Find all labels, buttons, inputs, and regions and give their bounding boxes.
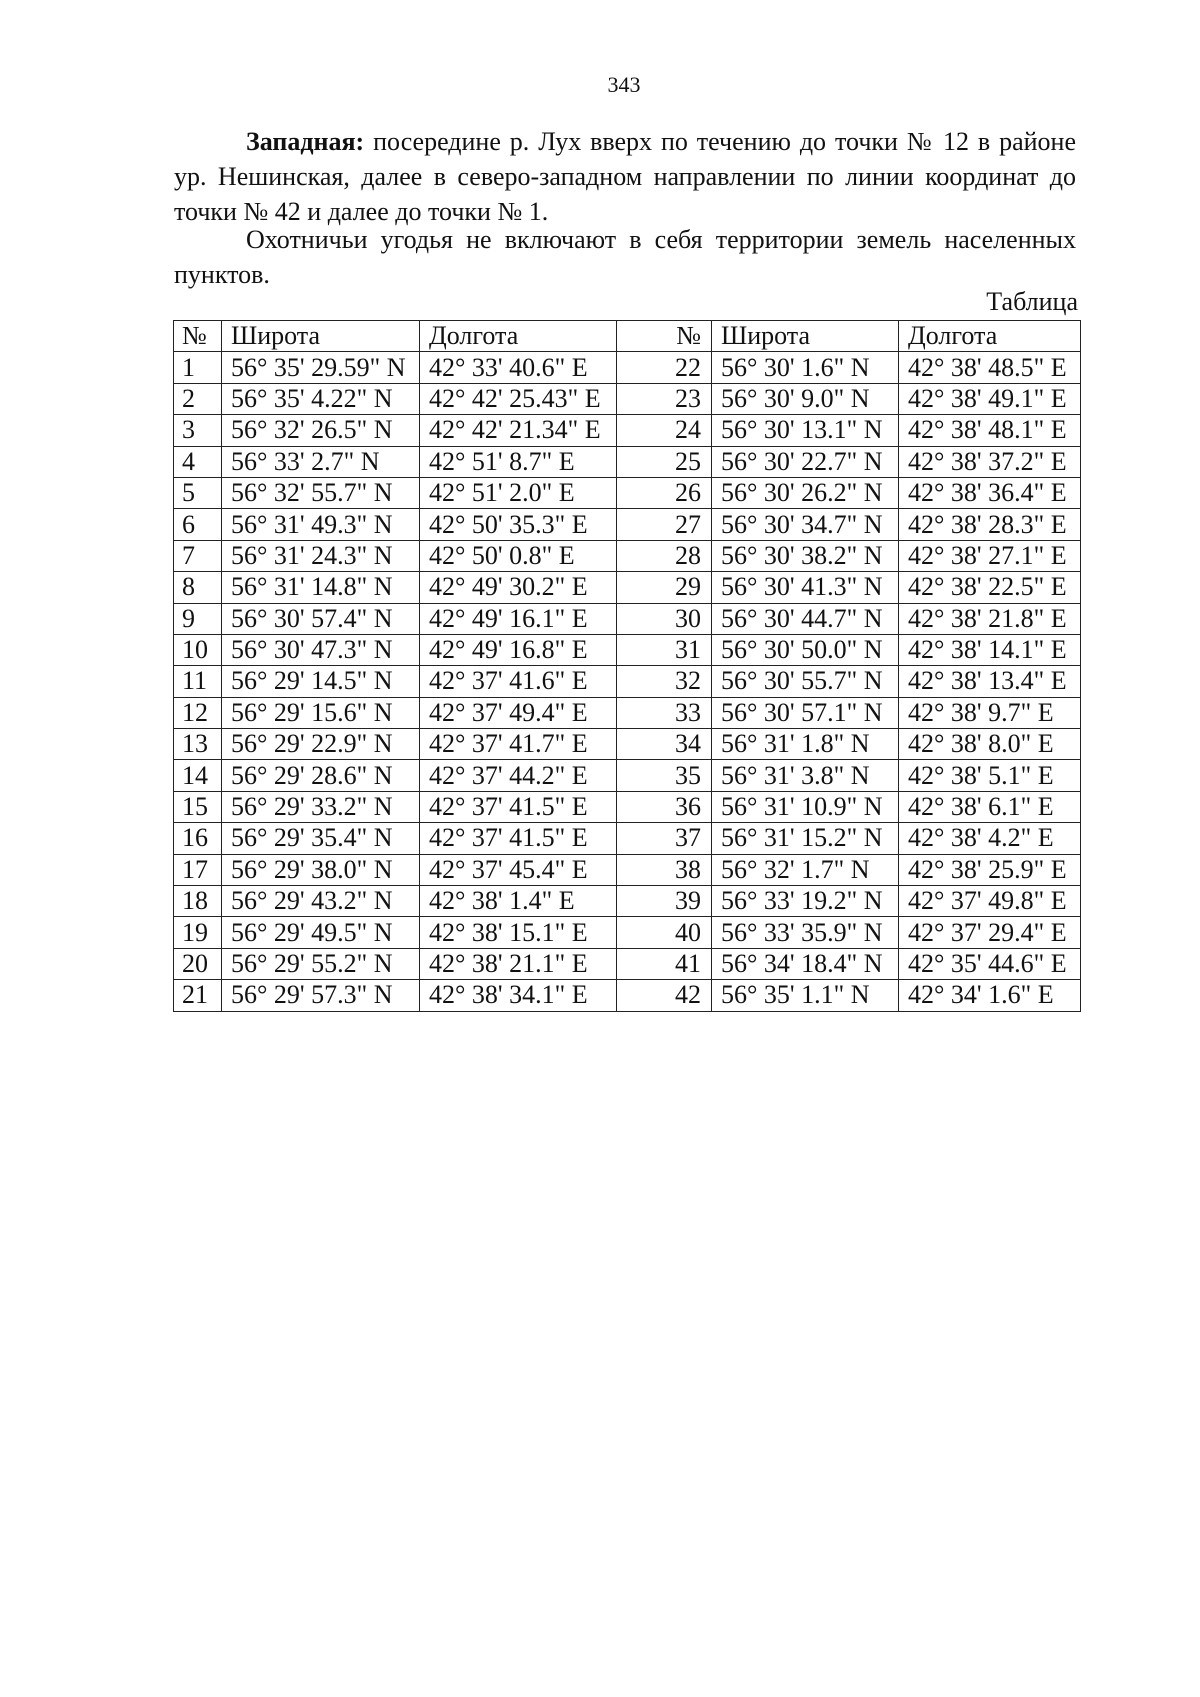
table-row [174, 634, 1081, 665]
cell-latitude: 56° 31' 24.3" N [222, 540, 420, 571]
cell-latitude: 56° 33' 2.7" N [222, 446, 420, 477]
cell-longitude-2: 42° 38' 27.1" E [899, 540, 1081, 571]
cell-number: 13 [174, 729, 222, 760]
cell-latitude: 56° 29' 38.0" N [222, 854, 420, 885]
cell-longitude: 42° 37' 41.5" E [420, 823, 617, 854]
cell-number-2: 28 [617, 540, 712, 571]
cell-longitude: 42° 37' 41.7" E [420, 729, 617, 760]
cell-longitude-2: 42° 35' 44.6" E [899, 948, 1081, 979]
cell-number-2: 36 [617, 791, 712, 822]
cell-latitude: 56° 29' 35.4" N [222, 823, 420, 854]
cell-longitude-2: 42° 38' 25.9" E [899, 854, 1081, 885]
cell-latitude: 56° 29' 28.6" N [222, 760, 420, 791]
cell-longitude: 42° 38' 34.1" E [420, 980, 617, 1011]
paragraph-west-border [174, 124, 1076, 229]
cell-number-2: 33 [617, 697, 712, 728]
cell-number-2: 37 [617, 823, 712, 854]
cell-latitude: 56° 29' 14.5" N [222, 666, 420, 697]
header-latitude: Широта [222, 321, 420, 352]
cell-latitude-2: 56° 30' 38.2" N [712, 540, 899, 571]
cell-number: 20 [174, 948, 222, 979]
cell-latitude: 56° 29' 43.2" N [222, 886, 420, 917]
cell-number: 1 [174, 352, 222, 383]
cell-latitude-2: 56° 33' 35.9" N [712, 917, 899, 948]
cell-number-2: 25 [617, 446, 712, 477]
cell-longitude: 42° 49' 16.8" E [420, 634, 617, 665]
cell-number-2: 32 [617, 666, 712, 697]
cell-latitude-2: 56° 31' 10.9" N [712, 791, 899, 822]
cell-number-2: 39 [617, 886, 712, 917]
table-caption: Таблица [986, 287, 1078, 316]
cell-longitude-2: 42° 38' 5.1" E [899, 760, 1081, 791]
cell-longitude: 42° 38' 15.1" E [420, 917, 617, 948]
cell-number: 4 [174, 446, 222, 477]
coordinates-table [173, 320, 1081, 1012]
table-row [174, 886, 1081, 917]
cell-latitude-2: 56° 34' 18.4" N [712, 948, 899, 979]
table-row [174, 854, 1081, 885]
cell-latitude-2: 56° 31' 15.2" N [712, 823, 899, 854]
table-row [174, 509, 1081, 540]
cell-latitude-2: 56° 30' 22.7" N [712, 446, 899, 477]
cell-longitude-2: 42° 38' 14.1" E [899, 634, 1081, 665]
cell-longitude-2: 42° 38' 36.4" E [899, 477, 1081, 508]
cell-number-2: 23 [617, 383, 712, 414]
cell-longitude: 42° 50' 35.3" E [420, 509, 617, 540]
header-longitude: Долгота [420, 321, 617, 352]
cell-number: 10 [174, 634, 222, 665]
cell-number-2: 42 [617, 980, 712, 1011]
cell-longitude: 42° 38' 21.1" E [420, 948, 617, 979]
table-row [174, 980, 1081, 1011]
cell-longitude: 42° 37' 44.2" E [420, 760, 617, 791]
paragraph-text: посередине р. Лух вверх по течению до точки № 12 в районе ур. Нешинская, далее в северо-западном направлении по линии координат до точки № 42 и далее до точки № 1. [174, 127, 1076, 226]
cell-latitude: 56° 29' 15.6" N [222, 697, 420, 728]
table-row [174, 352, 1081, 383]
paragraph-hunting-grounds [174, 222, 1076, 292]
cell-latitude-2: 56° 30' 34.7" N [712, 509, 899, 540]
cell-latitude-2: 56° 33' 19.2" N [712, 886, 899, 917]
cell-longitude: 42° 51' 8.7" E [420, 446, 617, 477]
cell-latitude: 56° 32' 26.5" N [222, 415, 420, 446]
cell-latitude-2: 56° 30' 9.0" N [712, 383, 899, 414]
cell-number: 12 [174, 697, 222, 728]
header-latitude-2: Широта [712, 321, 899, 352]
table-row [174, 603, 1081, 634]
table-row [174, 477, 1081, 508]
cell-longitude-2: 42° 38' 13.4" E [899, 666, 1081, 697]
paragraph-text-2: Охотничьи угодья не включают в себя территории земель населенных пунктов. [174, 225, 1076, 289]
cell-longitude: 42° 38' 1.4" E [420, 886, 617, 917]
cell-longitude-2: 42° 38' 37.2" E [899, 446, 1081, 477]
table-row [174, 760, 1081, 791]
cell-number-2: 40 [617, 917, 712, 948]
cell-number: 18 [174, 886, 222, 917]
cell-latitude-2: 56° 31' 1.8" N [712, 729, 899, 760]
cell-latitude: 56° 31' 14.8" N [222, 572, 420, 603]
table-row [174, 572, 1081, 603]
cell-number-2: 31 [617, 634, 712, 665]
table-row [174, 383, 1081, 414]
cell-longitude-2: 42° 38' 6.1" E [899, 791, 1081, 822]
cell-latitude: 56° 30' 57.4" N [222, 603, 420, 634]
cell-number-2: 35 [617, 760, 712, 791]
cell-longitude-2: 42° 37' 49.8" E [899, 886, 1081, 917]
cell-longitude-2: 42° 34' 1.6" E [899, 980, 1081, 1011]
cell-latitude-2: 56° 30' 13.1" N [712, 415, 899, 446]
cell-latitude: 56° 31' 49.3" N [222, 509, 420, 540]
cell-longitude-2: 42° 38' 28.3" E [899, 509, 1081, 540]
cell-latitude-2: 56° 30' 57.1" N [712, 697, 899, 728]
cell-number: 2 [174, 383, 222, 414]
cell-latitude-2: 56° 35' 1.1" N [712, 980, 899, 1011]
cell-number: 7 [174, 540, 222, 571]
header-number-2: № [617, 321, 712, 352]
cell-longitude-2: 42° 38' 21.8" E [899, 603, 1081, 634]
cell-longitude-2: 42° 38' 49.1" E [899, 383, 1081, 414]
cell-longitude-2: 42° 38' 8.0" E [899, 729, 1081, 760]
cell-longitude: 42° 37' 41.6" E [420, 666, 617, 697]
cell-latitude-2: 56° 31' 3.8" N [712, 760, 899, 791]
cell-latitude-2: 56° 30' 50.0" N [712, 634, 899, 665]
table-row [174, 791, 1081, 822]
cell-number: 15 [174, 791, 222, 822]
cell-longitude: 42° 51' 2.0" E [420, 477, 617, 508]
cell-latitude: 56° 32' 55.7" N [222, 477, 420, 508]
table-row [174, 446, 1081, 477]
cell-latitude: 56° 29' 33.2" N [222, 791, 420, 822]
cell-longitude: 42° 50' 0.8" E [420, 540, 617, 571]
cell-number: 14 [174, 760, 222, 791]
cell-latitude: 56° 29' 57.3" N [222, 980, 420, 1011]
cell-number: 8 [174, 572, 222, 603]
cell-latitude: 56° 35' 29.59" N [222, 352, 420, 383]
cell-longitude-2: 42° 38' 4.2" E [899, 823, 1081, 854]
cell-number-2: 30 [617, 603, 712, 634]
table-row [174, 729, 1081, 760]
cell-number: 11 [174, 666, 222, 697]
table-row [174, 823, 1081, 854]
cell-longitude: 42° 37' 45.4" E [420, 854, 617, 885]
cell-number-2: 22 [617, 352, 712, 383]
cell-latitude-2: 56° 32' 1.7" N [712, 854, 899, 885]
cell-longitude-2: 42° 38' 9.7" E [899, 697, 1081, 728]
cell-longitude: 42° 37' 41.5" E [420, 791, 617, 822]
cell-number-2: 26 [617, 477, 712, 508]
cell-latitude: 56° 29' 22.9" N [222, 729, 420, 760]
cell-latitude: 56° 35' 4.22" N [222, 383, 420, 414]
cell-longitude: 42° 37' 49.4" E [420, 697, 617, 728]
cell-number-2: 38 [617, 854, 712, 885]
cell-longitude: 42° 49' 30.2" E [420, 572, 617, 603]
cell-longitude-2: 42° 38' 22.5" E [899, 572, 1081, 603]
header-number: № [174, 321, 222, 352]
paragraph-label: Западная: [246, 127, 365, 156]
cell-latitude-2: 56° 30' 55.7" N [712, 666, 899, 697]
cell-longitude: 42° 42' 21.34" E [420, 415, 617, 446]
cell-longitude: 42° 33' 40.6" E [420, 352, 617, 383]
table-row [174, 666, 1081, 697]
cell-number-2: 27 [617, 509, 712, 540]
cell-latitude: 56° 29' 55.2" N [222, 948, 420, 979]
cell-latitude-2: 56° 30' 1.6" N [712, 352, 899, 383]
cell-latitude: 56° 29' 49.5" N [222, 917, 420, 948]
cell-latitude-2: 56° 30' 44.7" N [712, 603, 899, 634]
cell-latitude-2: 56° 30' 26.2" N [712, 477, 899, 508]
cell-number: 5 [174, 477, 222, 508]
cell-longitude: 42° 42' 25.43" E [420, 383, 617, 414]
cell-number: 3 [174, 415, 222, 446]
cell-longitude-2: 42° 37' 29.4" E [899, 917, 1081, 948]
cell-number-2: 24 [617, 415, 712, 446]
table-row [174, 540, 1081, 571]
table-row [174, 415, 1081, 446]
cell-longitude-2: 42° 38' 48.5" E [899, 352, 1081, 383]
cell-number: 19 [174, 917, 222, 948]
cell-longitude-2: 42° 38' 48.1" E [899, 415, 1081, 446]
page-number: 343 [607, 72, 641, 97]
cell-number: 16 [174, 823, 222, 854]
cell-number: 9 [174, 603, 222, 634]
table-row [174, 917, 1081, 948]
table-row [174, 948, 1081, 979]
cell-number-2: 41 [617, 948, 712, 979]
cell-number-2: 34 [617, 729, 712, 760]
cell-number: 6 [174, 509, 222, 540]
cell-latitude-2: 56° 30' 41.3" N [712, 572, 899, 603]
cell-number-2: 29 [617, 572, 712, 603]
cell-number: 17 [174, 854, 222, 885]
table-row [174, 697, 1081, 728]
cell-longitude: 42° 49' 16.1" E [420, 603, 617, 634]
header-longitude-2: Долгота [899, 321, 1081, 352]
cell-latitude: 56° 30' 47.3" N [222, 634, 420, 665]
cell-number: 21 [174, 980, 222, 1011]
table-header-row [174, 321, 1081, 352]
